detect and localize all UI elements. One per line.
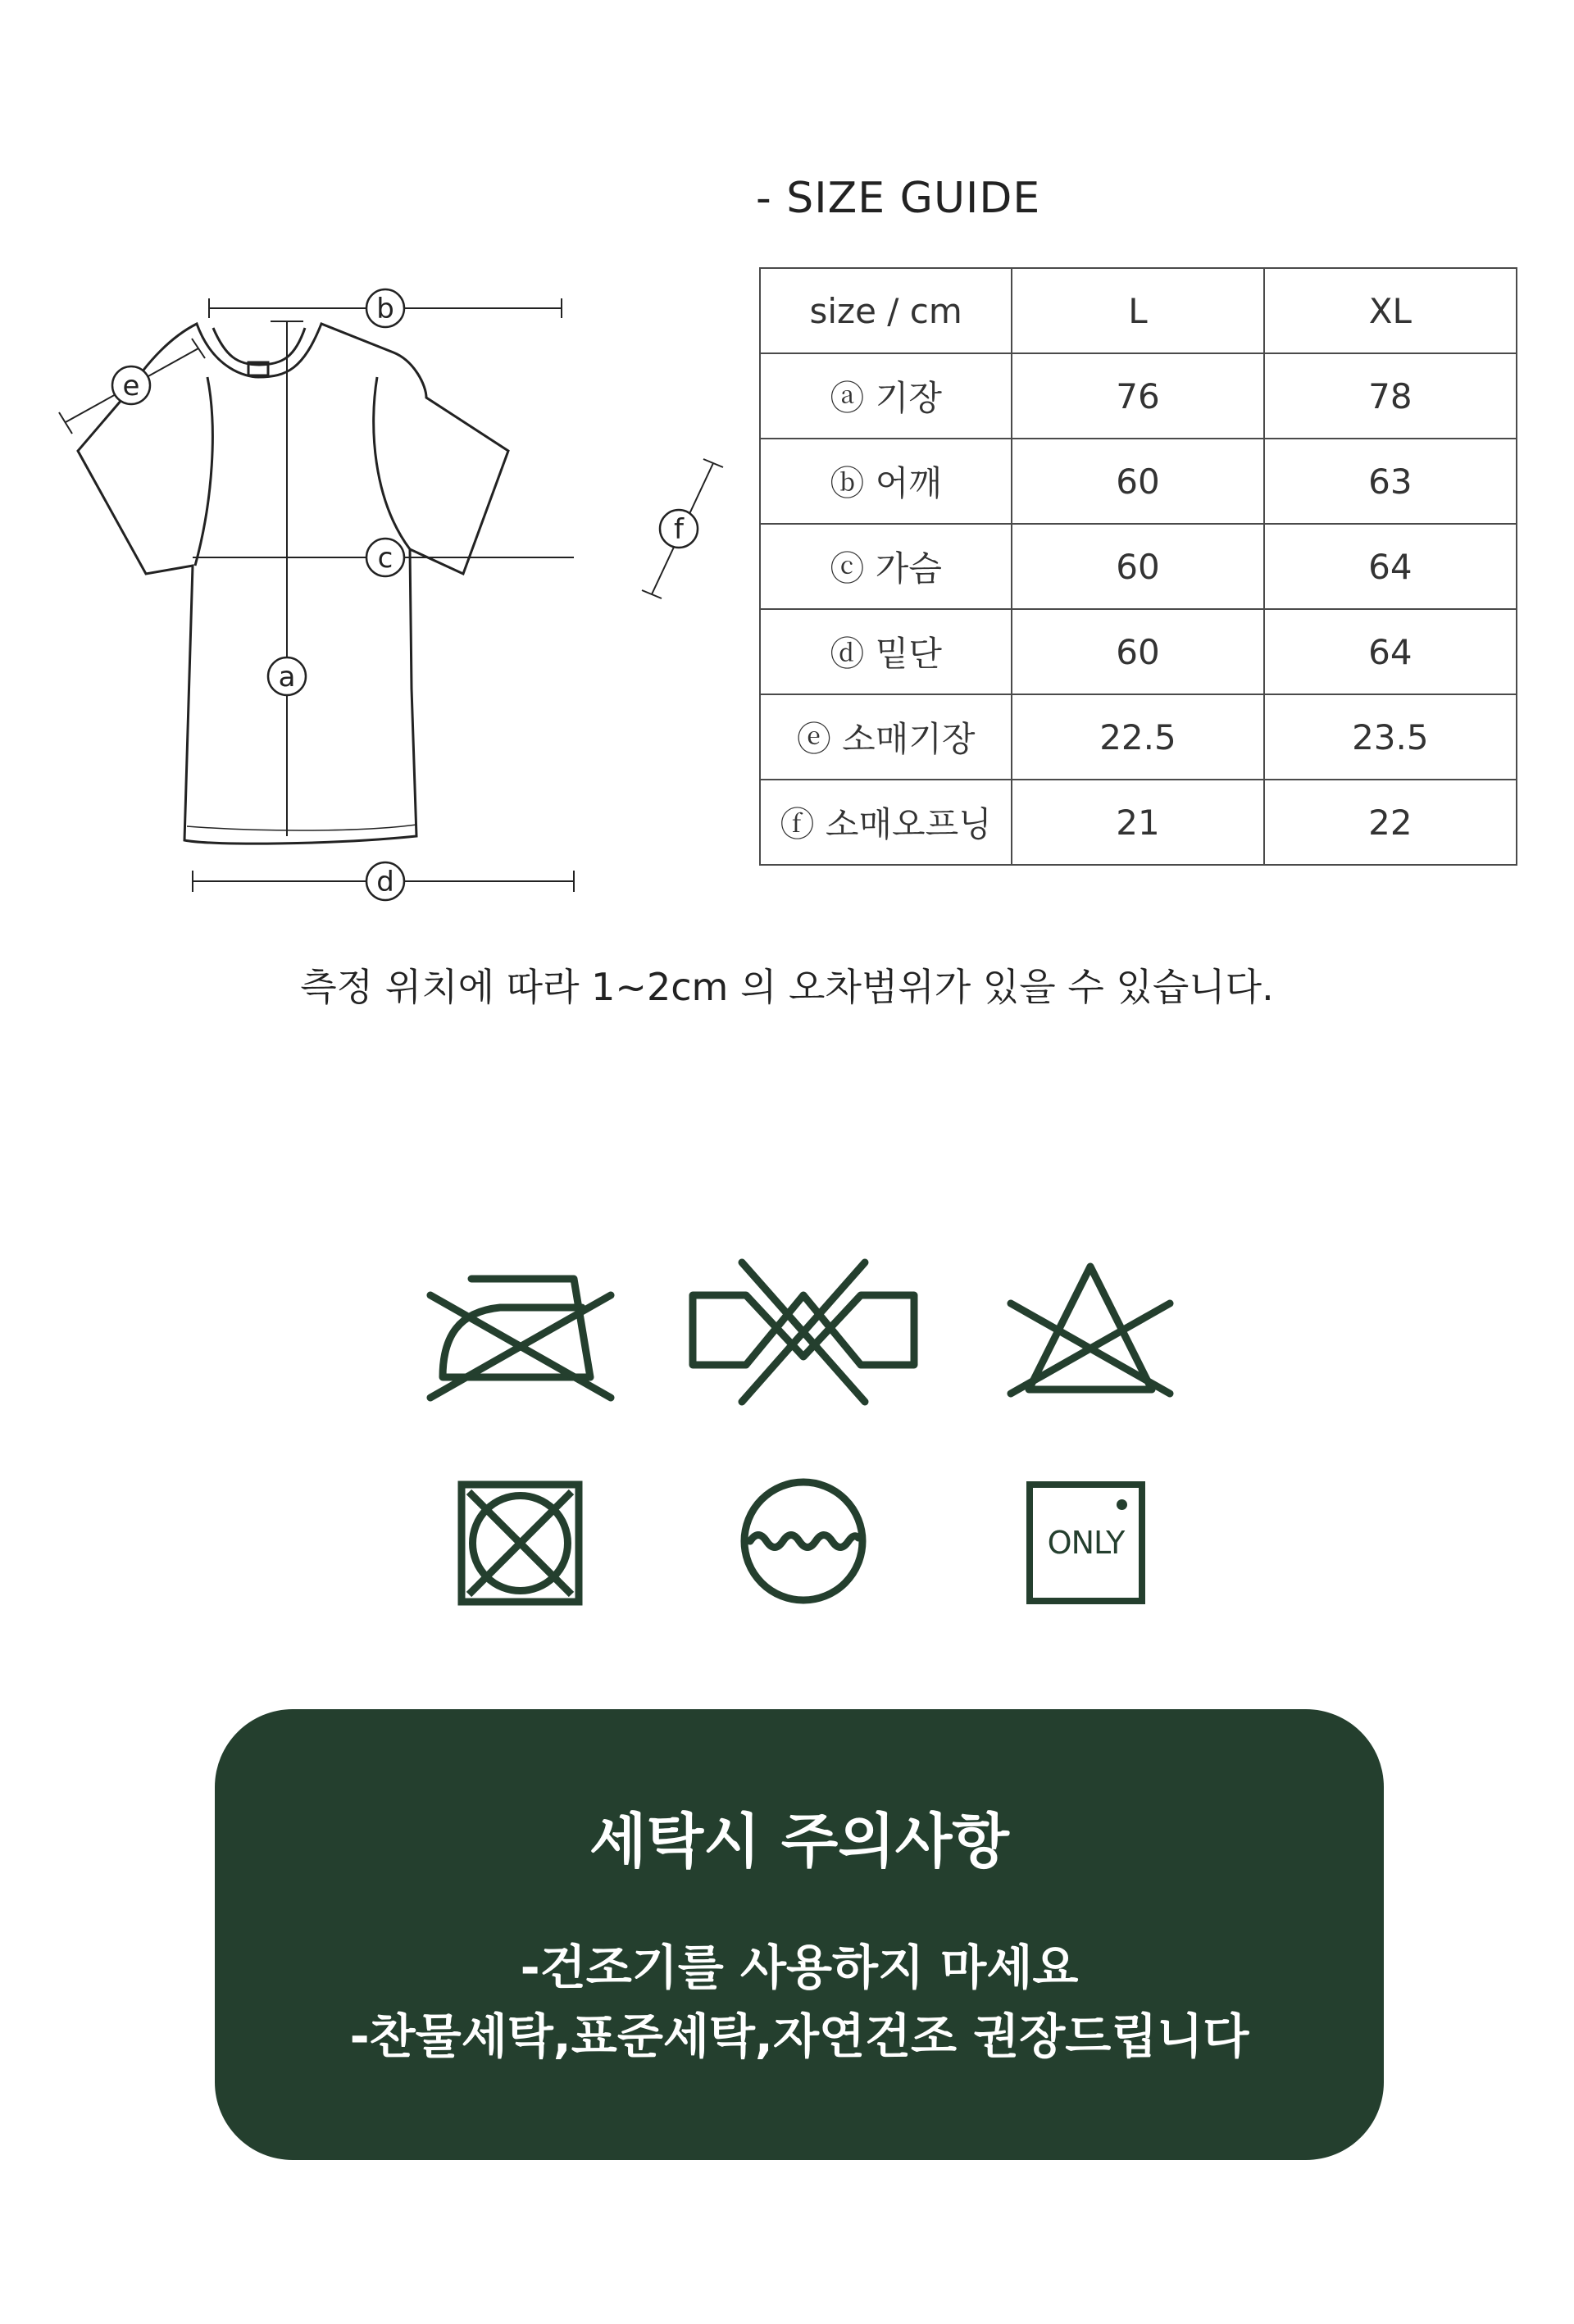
- header-cell: XL: [1264, 268, 1517, 353]
- care-title: 세탁시 주의사항: [589, 1807, 1009, 1876]
- table-row: [760, 439, 1517, 524]
- table-row: [760, 524, 1517, 609]
- cell-xl: 63: [1264, 439, 1517, 524]
- measurement-note: 측정 위치에 따라 1~2cm 의 오차범위가 있을 수 있습니다.: [300, 965, 1274, 1009]
- gentle-wash-icon: [738, 1476, 869, 1607]
- only-label: ONLY: [1047, 1525, 1125, 1561]
- header-cell: L: [1012, 268, 1263, 353]
- header-cell: size / cm: [760, 268, 1012, 353]
- tshirt-outline: [49, 262, 762, 918]
- cell-l: 60: [1012, 439, 1263, 524]
- care-line-1: -건조기를 사용하지 마세요: [520, 1940, 1079, 1995]
- care-icons: [0, 1246, 1574, 1623]
- cell-xl: 64: [1264, 524, 1517, 609]
- do-not-bleach-icon: [1004, 1254, 1176, 1410]
- table-header-row: [760, 268, 1517, 353]
- table-row: [760, 353, 1517, 439]
- marker-c: c: [377, 542, 394, 575]
- table-row: [760, 694, 1517, 780]
- marker-f: f: [674, 513, 684, 546]
- cell-l: 60: [1012, 609, 1263, 694]
- do-not-tumble-dry-icon: [457, 1480, 584, 1607]
- cell-l: 60: [1012, 524, 1263, 609]
- cell-l: 22.5: [1012, 694, 1263, 780]
- do-not-iron-icon: [422, 1262, 619, 1410]
- cell-xl: 23.5: [1264, 694, 1517, 780]
- care-instructions-box: [215, 1709, 1384, 2160]
- marker-d: d: [376, 866, 394, 898]
- size-guide-title: - SIZE GUIDE: [756, 174, 1041, 223]
- row-label: ⓒ 가슴: [760, 524, 1012, 609]
- marker-a: a: [278, 661, 296, 694]
- cell-l: 21: [1012, 780, 1263, 865]
- cell-xl: 78: [1264, 353, 1517, 439]
- marker-b: b: [376, 293, 394, 325]
- cell-xl: 22: [1264, 780, 1517, 865]
- tshirt-measurement-diagram: [49, 262, 762, 918]
- row-label: ⓕ 소매오프닝: [760, 780, 1012, 865]
- dry-clean-only-icon: [1026, 1481, 1145, 1604]
- row-label: ⓔ 소매기장: [760, 694, 1012, 780]
- table-row: [760, 780, 1517, 865]
- row-label: ⓓ 밑단: [760, 609, 1012, 694]
- marker-e: e: [122, 370, 140, 402]
- row-label: ⓐ 기장: [760, 353, 1012, 439]
- table-row: [760, 609, 1517, 694]
- care-line-2: -찬물세탁,표준세탁,자연건조 권장드립니다: [349, 2008, 1249, 2064]
- cell-xl: 64: [1264, 609, 1517, 694]
- size-table: [759, 267, 1517, 866]
- do-not-wring-icon: [685, 1254, 922, 1410]
- row-label: ⓑ 어깨: [760, 439, 1012, 524]
- cell-l: 76: [1012, 353, 1263, 439]
